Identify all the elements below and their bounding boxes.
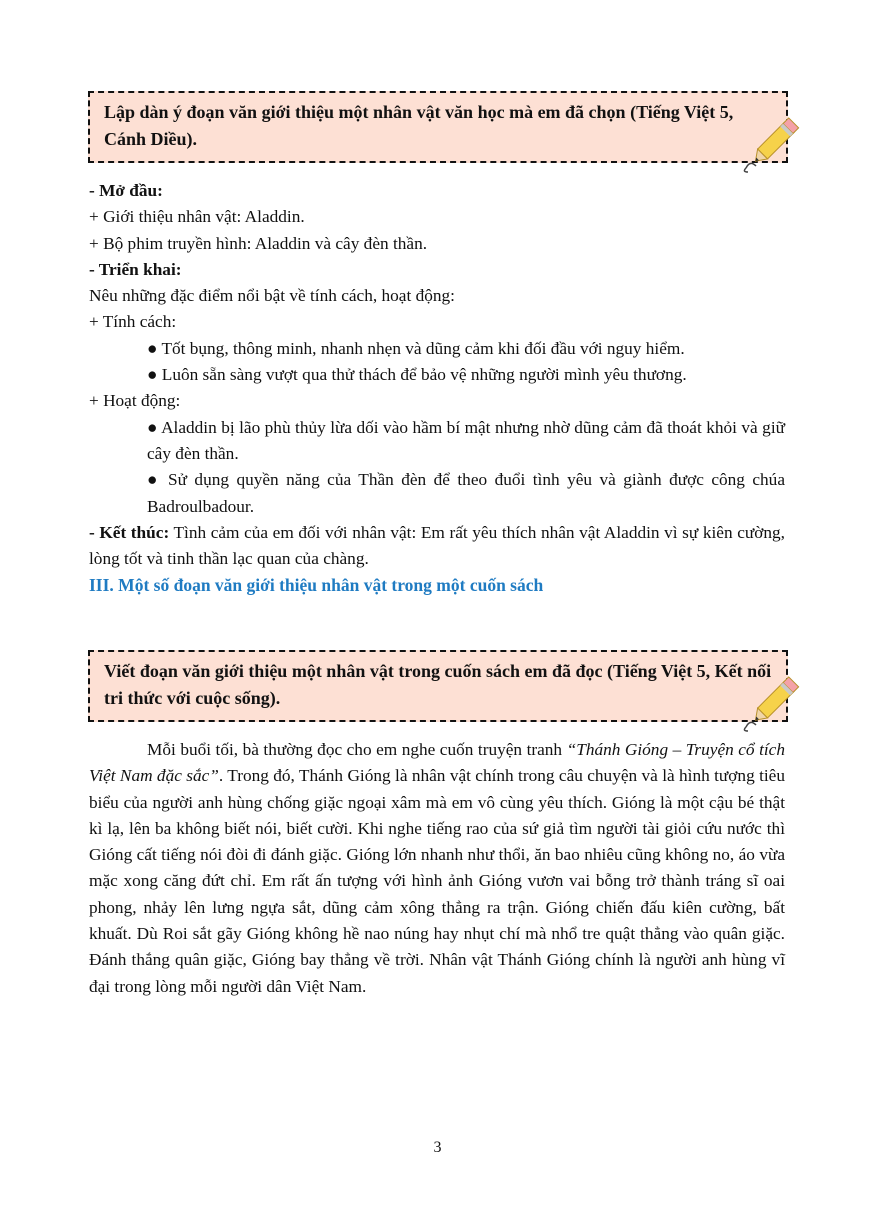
essay-paragraph (89, 737, 785, 1000)
essay-part1: Mỗi buổi tối, bà thường đọc cho em nghe cuốn truyện tranh (147, 740, 567, 759)
task-box-1-title: Lập dàn ý đoạn văn giới thiệu một nhân vật văn học mà em đã chọn (Tiếng Việt 5, Cánh Diều). (88, 91, 788, 163)
activity-label: + Hoạt động: (89, 391, 181, 411)
essay-section (89, 737, 785, 1000)
task-box-2-title: Viết đoạn văn giới thiệu một nhân vật trong cuốn sách em đã đọc (Tiếng Việt 5, Kết nối tri thức với cuộc sống). (88, 650, 788, 722)
outline-section (89, 178, 785, 599)
intro-item: + Bộ phim truyền hình: Aladdin và cây đèn thần. (89, 233, 428, 253)
personality-item: ● Luôn sẵn sàng vượt qua thử thách để bảo vệ những người mình yêu thương. (147, 365, 687, 385)
personality-label: + Tính cách: (89, 312, 177, 332)
essay-part2: . Trong đó, Thánh Gióng là nhân vật chính trong câu chuyện và là hình tượng tiêu biểu của người anh hùng chống giặc ngoại xâm mà em vô cùng yêu thích. Gióng là một cậu bé thật kì lạ, lên ba không biết nói, biết cười. Khi nghe tiếng rao của sứ giả tìm người tài giỏi cứu nước thì Gióng cất tiếng nói đòi đi đánh giặc. Gióng lớn nhanh như thổi, ăn bao nhiêu cũng không no, áo vừa mặc xong căng đứt chỉ. Em rất ấn tượng với hình ảnh Gióng vươn vai bỗng trở thành tráng sĩ oai phong, nhảy lên lưng ngựa sắt, dũng cảm xông thẳng ra trận. Gióng chiến đấu kiên cường, bất khuất. Dù Roi sắt gãy Gióng không hề nao núng hay nhụt chí mà nhổ tre quật thẳng vào quân giặc. Đánh thắng quân giặc, Gióng bay thẳng về trời. Nhân vật Thánh Gióng chính là người anh hùng vĩ đại trong lòng mỗi người dân Việt Nam. (89, 766, 785, 996)
intro-label: - Mở đầu: (89, 181, 163, 200)
conclusion (89, 520, 785, 573)
activity-item: ● Aladdin bị lão phù thủy lừa dối vào hầm bí mật nhưng nhờ dũng cảm đã thoát khỏi và giữ cây đèn thần. (147, 417, 785, 463)
pencil-icon (736, 669, 806, 739)
pencil-icon (736, 110, 806, 180)
body-lead: Nêu những đặc điểm nổi bật về tính cách, hoạt động: (89, 286, 455, 306)
activity-item: ● Sử dụng quyền năng của Thần đèn để theo đuổi tình yêu và giành được công chúa Badroulbadour. (147, 470, 785, 516)
task-box-2 (88, 650, 788, 722)
end-text: Tình cảm của em đối với nhân vật: Em rất yêu thích nhân vật Aladdin vì sự kiên cường, lòng tốt và tinh thần lạc quan của chàng. (89, 522, 785, 569)
section-heading: III. Một số đoạn văn giới thiệu nhân vật trong một cuốn sách (89, 575, 544, 596)
personality-item: ● Tốt bụng, thông minh, nhanh nhẹn và dũng cảm khi đối đầu với nguy hiểm. (147, 338, 685, 358)
body-label: - Triển khai: (89, 259, 182, 279)
intro-item: + Giới thiệu nhân vật: Aladdin. (89, 207, 305, 227)
task-box-1 (88, 91, 788, 163)
end-label: - Kết thúc: (89, 522, 170, 542)
page-number: 3 (433, 1139, 442, 1156)
book-title: “Thánh Gióng – Truyện cổ tích Việt Nam đặc sắc” (89, 740, 785, 786)
